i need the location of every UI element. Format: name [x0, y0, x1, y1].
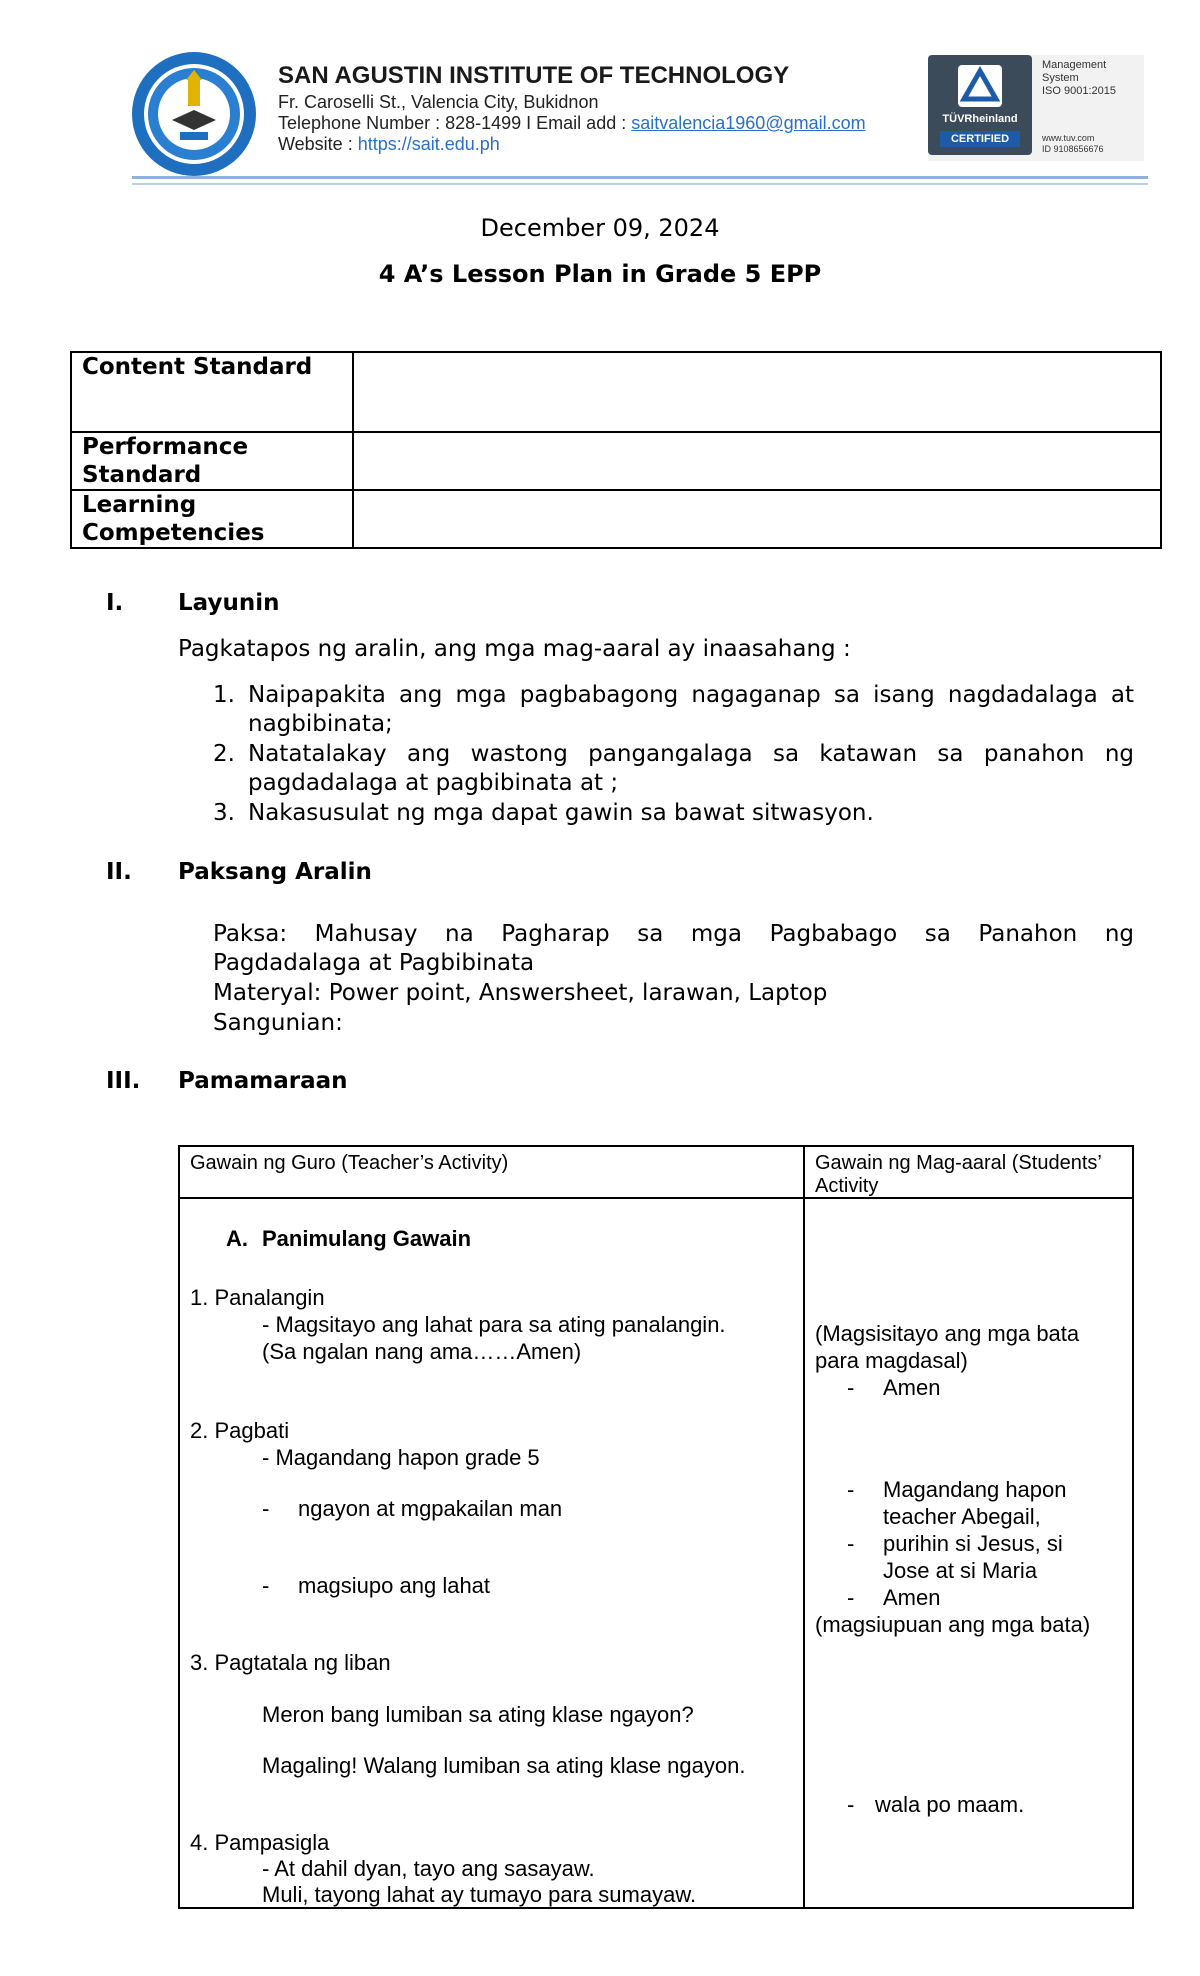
student-line: Jose at si Maria	[883, 1558, 1038, 1583]
student-line: (Magsisitayo ang mga bata	[815, 1321, 1080, 1346]
list-number: 2.	[213, 741, 235, 767]
section-number: I.	[106, 590, 124, 616]
school-address: Fr. Caroselli St., Valencia City, Bukidnon	[278, 92, 599, 112]
cert-web-url: www.tuv.com	[1042, 133, 1095, 143]
teacher-step: 1. Panalangin	[190, 1285, 325, 1310]
document-title: 4 A’s Lesson Plan in Grade 5 EPP	[378, 260, 822, 288]
bullet-dash: -	[262, 1573, 270, 1598]
section-number: III.	[106, 1068, 141, 1094]
school-seal-logo	[130, 50, 258, 178]
email-link[interactable]: saitvalencia1960@gmail.com	[631, 113, 866, 133]
school-name: SAN AGUSTIN INSTITUTE OF TECHNOLOGY	[278, 62, 790, 89]
section-title: Layunin	[178, 590, 280, 616]
teacher-line: magsiupo ang lahat	[298, 1573, 491, 1598]
cert-line: Management	[1042, 59, 1107, 71]
teacher-line: - At dahil dyan, tayo ang sasayaw.	[262, 1856, 595, 1881]
part-title: Panimulang Gawain	[262, 1226, 472, 1251]
part-letter: A.	[226, 1226, 248, 1251]
bullet-dash: -	[847, 1531, 855, 1556]
website-link[interactable]: https://sait.edu.ph	[357, 134, 500, 154]
teacher-line: Magaling! Walang lumiban sa ating klase ngayon.	[262, 1753, 746, 1778]
bullet-dash: -	[847, 1792, 855, 1817]
learning-competencies-value	[353, 490, 1161, 548]
section-title: Paksang Aralin	[178, 859, 372, 885]
objective-1-cont: nagbibinata;	[248, 711, 393, 737]
student-line: (magsiupuan ang mga bata)	[815, 1612, 1091, 1637]
objective-2: Natatalakay ang wastong pangangalaga sa katawan sa panahon ng	[248, 741, 1134, 767]
cert-line: System	[1042, 72, 1079, 84]
teacher-step: 3. Pagtatala ng liban	[190, 1650, 391, 1675]
section-title: Pamamaraan	[178, 1068, 348, 1094]
standards-table	[70, 351, 1162, 549]
student-column-header-cont: Activity	[815, 1175, 879, 1197]
teacher-step: 2. Pagbati	[190, 1418, 290, 1443]
student-line: teacher Abegail,	[883, 1504, 1041, 1529]
performance-standard-value	[353, 432, 1161, 490]
certified-label: CERTIFIED	[940, 131, 1020, 147]
student-line: Magandang hapon	[883, 1477, 1067, 1502]
bullet-dash: -	[262, 1496, 270, 1521]
objective-2-cont: pagdadalaga at pagbibinata at ;	[248, 770, 619, 796]
student-line: Amen	[883, 1585, 941, 1610]
student-line: Amen	[883, 1375, 941, 1400]
label-line: Learning	[82, 492, 197, 518]
list-number: 1.	[213, 682, 235, 708]
objectives-intro: Pagkatapos ng aralin, ang mga mag-aaral ay inaasahang :	[178, 636, 851, 662]
materyal: Materyal: Power point, Answersheet, larawan, Laptop	[213, 980, 828, 1006]
list-number: 3.	[213, 800, 235, 826]
procedure-table	[178, 1145, 1134, 1909]
cert-line: ISO 9001:2015	[1042, 85, 1117, 97]
table-row	[71, 352, 1161, 432]
content-standard-label	[71, 352, 353, 432]
content-standard-value	[353, 352, 1161, 432]
objective-3: Nakasusulat ng mga dapat gawin sa bawat sitwasyon.	[248, 800, 874, 826]
teacher-line: - Magandang hapon grade 5	[262, 1445, 540, 1470]
paksa-cont: Pagdadalaga at Pagbibinata	[213, 950, 535, 976]
cert-description	[1042, 59, 1116, 98]
teacher-line: Muli, tayong lahat ay tumayo para sumayaw.	[262, 1882, 697, 1907]
contact-line	[278, 113, 866, 134]
objective-1: Naipapakita ang mga pagbabagong nagaganap sa isang nagdadalaga at	[248, 682, 1134, 708]
bullet-dash: -	[847, 1375, 855, 1400]
document-date: December 09, 2024	[480, 214, 720, 242]
table-row	[71, 490, 1161, 548]
label-line: Content Standard	[82, 354, 313, 380]
teacher-line: - Magsitayo ang lahat para sa ating panalangin.	[262, 1312, 726, 1337]
header-divider	[132, 176, 1148, 179]
label-line: Competencies	[82, 520, 265, 546]
cert-web	[1042, 133, 1104, 155]
column-divider	[803, 1147, 805, 1907]
student-line: wala po maam.	[875, 1792, 1025, 1817]
tuv-triangle-icon	[958, 65, 1002, 107]
sangunian: Sangunian:	[213, 1010, 343, 1036]
teacher-line: Meron bang lumiban sa ating klase ngayon?	[262, 1702, 694, 1727]
teacher-column-header: Gawain ng Guro (Teacher’s Activity)	[190, 1152, 509, 1174]
student-column-header: Gawain ng Mag-aaral (Students’	[815, 1152, 1102, 1174]
bullet-dash: -	[847, 1477, 855, 1502]
cert-id: ID 9108656676	[1042, 144, 1104, 154]
label-line: Standard	[82, 462, 202, 488]
learning-competencies-label	[71, 490, 353, 548]
tuv-badge	[928, 55, 1032, 155]
teacher-line: (Sa ngalan nang ama……Amen)	[262, 1339, 582, 1364]
performance-standard-label	[71, 432, 353, 490]
header-divider	[132, 183, 1148, 185]
table-row	[71, 432, 1161, 490]
header-row-divider	[180, 1197, 1132, 1199]
bullet-dash: -	[847, 1585, 855, 1610]
teacher-line: ngayon at mgpakailan man	[298, 1496, 563, 1521]
website-line	[278, 134, 500, 155]
student-line: purihin si Jesus, si	[883, 1531, 1063, 1556]
section-number: II.	[106, 859, 132, 885]
teacher-step: 4. Pampasigla	[190, 1830, 330, 1855]
tuv-brand: TÜVRheinland	[942, 113, 1018, 125]
paksa: Paksa: Mahusay na Pagharap sa mga Pagbabago sa Panahon ng	[213, 921, 1134, 947]
label-line: Performance	[82, 434, 249, 460]
iso-certification-badge	[928, 55, 1144, 161]
website-label: Website :	[278, 134, 358, 154]
student-line: para magdasal)	[815, 1348, 968, 1373]
phone-label: Telephone Number : 828-1499 I Email add :	[278, 113, 632, 133]
